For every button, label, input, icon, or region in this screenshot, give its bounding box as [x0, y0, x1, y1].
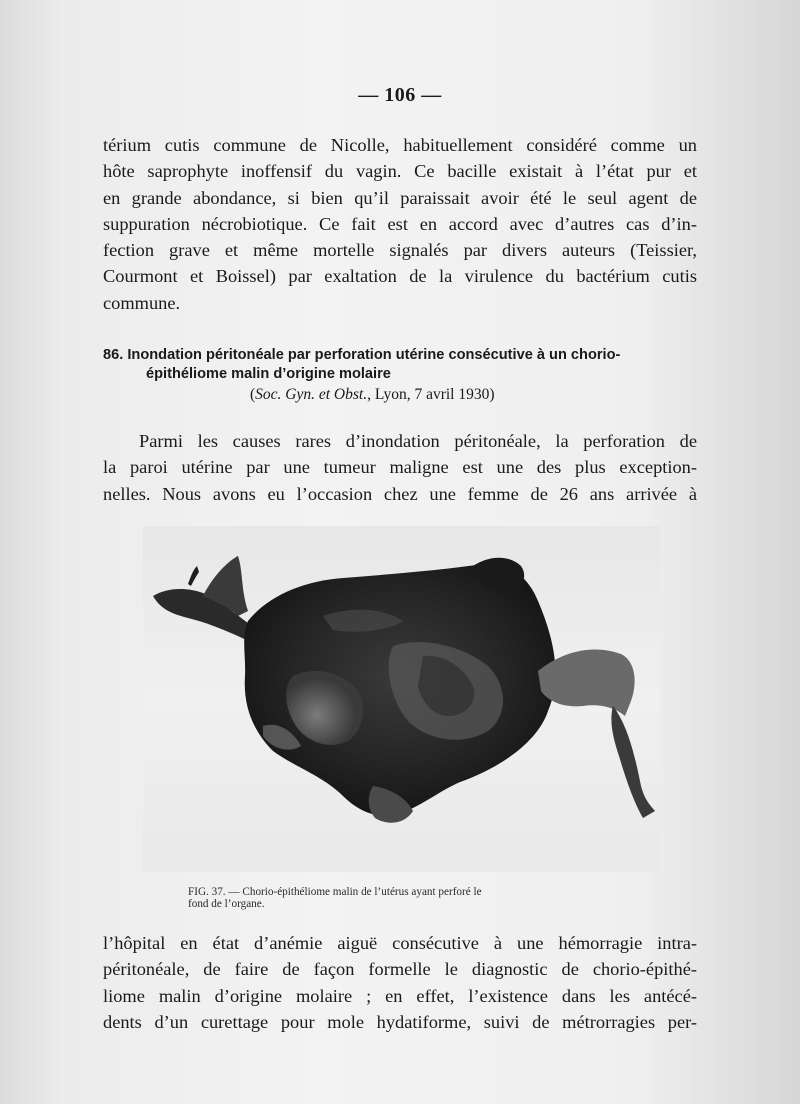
- citation-journal: Soc. Gyn. et Obst.: [255, 386, 368, 403]
- paragraph-line: liome malin d’origine molaire ; en effet, l’existence dans les antécé-: [103, 985, 697, 1006]
- citation-open: (: [250, 386, 256, 403]
- caption-line-1: FIG. 37. — Chorio-épithéliome malin de l’utérus ayant perforé le: [188, 886, 482, 898]
- paragraph-line: térium cutis commune de Nicolle, habituellement considéré comme un: [103, 135, 697, 155]
- paragraph-line: en grande abondance, si bien qu’il paraissait avoir été le seul agent de: [103, 187, 697, 208]
- paragraph-line: la paroi utérine par une tumeur maligne est une des plus exception-: [103, 457, 697, 478]
- paragraph-line: Parmi les causes rares d’inondation péritonéale, la perforation de: [139, 431, 697, 451]
- section-title-part-2: épithéliome malin d’origine molaire: [146, 366, 391, 382]
- paragraph-line: Courmont et Boissel) par exaltation de la virulence du bactérium cutis: [103, 266, 697, 287]
- paragraph-line: suppuration nécrobiotique. Ce fait est en accord avec d’autres cas d’in-: [103, 213, 697, 234]
- paragraph-3: [103, 930, 697, 1035]
- section-heading: [103, 346, 703, 384]
- citation-details: , Lyon, 7 avril 1930): [367, 386, 495, 403]
- paragraph-line: nelles. Nous avons eu l’occasion chez une femme de 26 ans arrivée à: [103, 483, 697, 504]
- paragraph-line: fection grave et même mortelle signalés par divers auteurs (Teissier,: [103, 240, 697, 261]
- section-heading-line-1: [103, 346, 703, 365]
- paragraph-line: dents d’un curettage pour mole hydatiforme, suivi de métrorragies per-: [103, 1011, 697, 1032]
- figure-photograph: [143, 526, 660, 872]
- paragraph-line: hôte saprophyte inoffensif du vagin. Ce bacille existait à l’état pur et: [103, 161, 697, 182]
- paragraph-2: [103, 428, 697, 507]
- paragraph-line: l’hôpital en état d’anémie aiguë consécutive à une hémorragie intra-: [103, 933, 697, 953]
- section-number: 86.: [103, 347, 124, 363]
- section-citation: [250, 386, 495, 404]
- paragraph-1: [103, 132, 697, 316]
- figure-caption: [188, 886, 628, 910]
- paragraph-line: commune.: [103, 292, 181, 313]
- specimen-photo: [143, 526, 660, 872]
- caption-line-2: fond de l’organe.: [188, 898, 265, 910]
- page-number: — 106 —: [358, 84, 442, 106]
- paragraph-line: péritonéale, de faire de façon formelle le diagnostic de chorio-épithé-: [103, 959, 697, 980]
- section-title-part-1: Inondation péritonéale par perforation utérine consécutive à un chorio-: [127, 347, 621, 363]
